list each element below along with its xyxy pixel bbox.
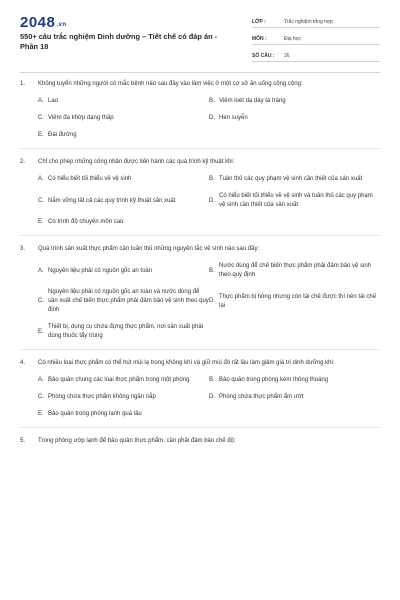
answer-option-b[interactable] [209, 175, 380, 184]
meta-value: Đại học [284, 36, 301, 42]
document-meta [252, 14, 380, 65]
answer-option-c[interactable] [38, 114, 209, 123]
answer-option-a[interactable] [38, 376, 209, 385]
question-number: 4. [20, 360, 26, 366]
question-1 [20, 80, 380, 140]
option-text: Tuân thủ các quy phạm vệ sinh cần thiết của sản xuất [219, 176, 363, 182]
option-text: Có hiểu biết tối thiểu về vệ sinh và tuân thủ các quy phạm vệ sinh cần thiết của sản xuất [219, 193, 373, 208]
option-letter: C. [38, 197, 44, 204]
meta-row-subject [252, 31, 380, 45]
meta-value: Trắc nghiệm tổng hợp [284, 19, 333, 25]
answer-option-c[interactable] [38, 288, 209, 315]
option-text: Hen suyễn [219, 115, 248, 121]
answer-options [20, 262, 380, 341]
option-letter: A. [38, 267, 44, 274]
answer-option-b[interactable] [209, 376, 380, 385]
question-text: Quá trình sản xuất thực phẩm cần tuân thủ những nguyên tắc vệ sinh nào sau đây: [38, 246, 260, 252]
answer-option-c[interactable] [38, 393, 209, 402]
answer-options [20, 376, 380, 419]
option-letter: E. [38, 411, 44, 417]
option-letter: D. [209, 197, 215, 204]
option-letter: A. [38, 377, 44, 383]
option-text: Bảo quản trong phòng kém thông thoáng [219, 377, 329, 383]
meta-value: 26 [284, 53, 290, 59]
meta-label: SỐ CÂU : [252, 53, 275, 59]
option-letter: C. [38, 115, 44, 121]
option-letter: A. [38, 176, 44, 182]
option-text: Thiết bị, dụng cụ chứa đựng thực phẩm, nơi sản xuất phải dùng thuốc tẩy trùng [48, 324, 204, 339]
meta-label: MÔN : [252, 36, 267, 42]
answer-option-b[interactable] [209, 97, 380, 106]
answer-option-d[interactable] [209, 192, 380, 210]
document-title: 550+ câu trắc nghiệm Dinh dưỡng – Tiết chế có đáp án - Phần 18 [20, 32, 218, 51]
answer-option-e[interactable] [38, 323, 209, 341]
header-divider [20, 72, 380, 73]
option-text: Bảo quản chung các loại thực phẩm trong một phòng [48, 377, 190, 383]
meta-row-count [252, 48, 380, 62]
option-letter: C. [38, 394, 44, 400]
option-letter: E. [38, 132, 44, 138]
question-number: 1. [20, 81, 26, 87]
question-divider [20, 349, 380, 350]
option-text: Lao [48, 98, 59, 104]
question-5 [20, 437, 380, 446]
answer-option-a[interactable] [38, 175, 209, 184]
option-text: Nguyên liệu phải có nguồn gốc an toàn [48, 267, 153, 274]
question-4 [20, 359, 380, 419]
site-logo[interactable] [20, 14, 67, 31]
option-letter: B. [209, 98, 215, 104]
option-letter: D. [209, 115, 215, 121]
answer-option-d[interactable] [209, 293, 380, 311]
answer-option-e[interactable] [38, 131, 209, 140]
question-text: Không tuyển những người có mắc bệnh nào sau đây vào làm việc ở một cơ sở ăn uống công cộng: [38, 81, 303, 87]
question-text: Chỉ cho phép những công nhân được tiến hành các quá trình kỹ thuật khi: [38, 159, 235, 165]
answer-option-d[interactable] [209, 393, 380, 402]
question-number: 3. [20, 246, 26, 252]
option-text: Viêm loét dạ dày tá tràng [219, 98, 286, 104]
option-letter: C. [38, 298, 44, 304]
answer-option-d[interactable] [209, 114, 380, 123]
document-header [0, 0, 400, 72]
option-letter: D. [209, 298, 215, 304]
option-letter: B. [209, 267, 215, 274]
answer-option-b[interactable] [209, 262, 380, 280]
option-letter: A. [38, 98, 44, 104]
option-text: Phòng chứa thực phẩm không ngăn nắp [48, 394, 156, 400]
option-letter: B. [209, 176, 215, 182]
answer-options [20, 175, 380, 227]
option-text: Thực phẩm bị hỏng nhưng còn tái chế được thì nên tái chế lại [219, 293, 377, 309]
answer-option-e[interactable] [38, 218, 209, 227]
option-letter: D. [209, 394, 215, 400]
option-letter: E. [38, 219, 44, 225]
answer-option-c[interactable] [38, 197, 209, 206]
question-divider [20, 235, 380, 236]
question-list [20, 80, 380, 454]
meta-label: LỚP : [252, 19, 266, 25]
question-divider [20, 427, 380, 428]
option-text: Nắm vững tất cả các quy trình kỹ thuật sản xuất [48, 197, 176, 204]
question-number: 5. [20, 438, 26, 444]
question-text: Trong phòng ướp lạnh để bảo quản thực phẩm, cần phải đảm bảo chế độ: [38, 438, 236, 444]
option-text: Viêm đa khớp dạng thấp [48, 115, 114, 121]
option-text: Bảo quản trong phòng lạnh quá lâu [48, 411, 142, 417]
option-text: Phòng chứa thực phẩm ẩm ướt [219, 394, 304, 400]
answer-options [20, 97, 380, 140]
option-text: Đái đường [48, 132, 77, 138]
answer-option-e[interactable] [38, 410, 209, 419]
question-number: 2. [20, 159, 26, 165]
option-letter: E. [38, 328, 44, 335]
answer-option-a[interactable] [38, 97, 209, 106]
question-2 [20, 158, 380, 227]
option-letter: B. [209, 377, 215, 383]
logo-suffix: .vn [56, 22, 67, 28]
option-text: Có trình độ chuyên môn cao [48, 219, 124, 225]
option-text: Có hiểu biết tối thiểu về vệ sinh [48, 176, 132, 182]
logo-main: 2048 [20, 14, 56, 31]
option-text: Nguyên liệu phải có nguồn gốc an toàn và nước dùng để sản xuất chế biến thực phẩm phải đảm bảo vệ sinh theo quy định [48, 289, 209, 313]
question-3 [20, 245, 380, 341]
answer-option-a[interactable] [38, 267, 209, 276]
question-text: Có nhiều loại thực phẩm có thể hút mùi lạ trong không khí và giữ mùi đó rất lâu làm giảm giá trị dinh dưỡng khi: [38, 360, 335, 366]
question-divider [20, 148, 380, 149]
meta-row-class [252, 14, 380, 28]
option-text: Nước dùng để chế biến thực phẩm phải đảm bảo vệ sinh theo quy định [219, 263, 372, 278]
